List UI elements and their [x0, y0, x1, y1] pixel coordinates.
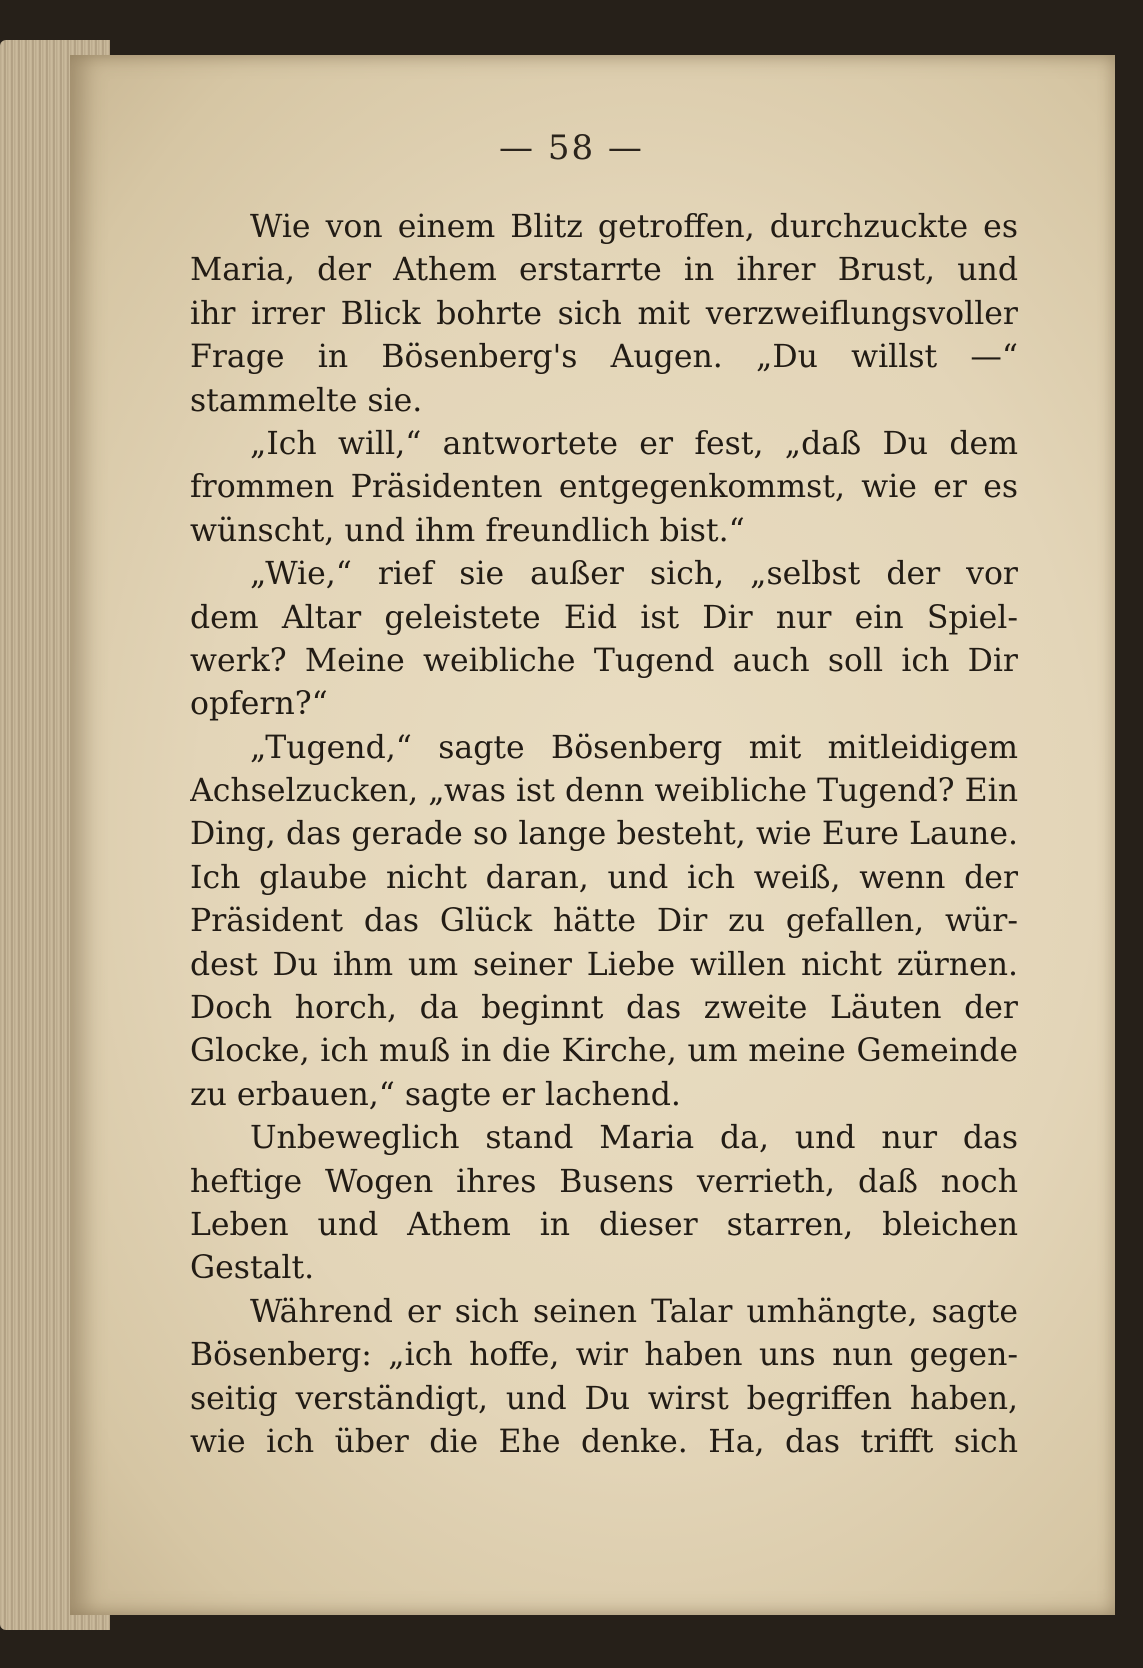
- text-line: Ich glaube nicht daran, und ich weiß, wenn der: [190, 859, 1018, 896]
- text-line: Gestalt.: [190, 1250, 315, 1287]
- text-line: wünscht, und ihm freundlich bist.“: [190, 512, 745, 549]
- text-line: „Ich will,“ antwortete er fest, „daß Du dem: [250, 425, 1018, 462]
- text-line: Achselzucken, „was ist denn weibliche Tugend? Ein: [190, 773, 1018, 810]
- text-line: ihr irrer Blick bohrte sich mit verzweiflungsvoller: [190, 295, 1018, 332]
- text-line: Wie von einem Blitz getroffen, durchzuckte es: [250, 209, 1018, 245]
- text-line: dem Altar geleistete Eid ist Dir nur ein Spiel-: [190, 599, 1018, 636]
- text-line: dest Du ihm um seiner Liebe willen nicht zürnen.: [190, 946, 1018, 983]
- text-line: Präsident das Glück hätte Dir zu gefallen, wür-: [190, 903, 1018, 940]
- text-line: Doch horch, da beginnt das zweite Läuten der: [190, 990, 1018, 1027]
- text-line: stammelte sie.: [190, 382, 423, 419]
- text-line: seitig verständigt, und Du wirst begriffen haben,: [190, 1380, 1018, 1417]
- text-line: Ding, das gerade so lange besteht, wie Eure Laune.: [190, 816, 1018, 853]
- text-line: Leben und Athem in dieser starren, bleichen: [190, 1206, 1018, 1243]
- text-line: zu erbauen,“ sagte er lachend.: [190, 1076, 681, 1113]
- text-line: „Tugend,“ sagte Bösenberg mit mitleidigem: [250, 729, 1018, 766]
- text-line: Frage in Bösenberg's Augen. „Du willst —“: [190, 339, 1018, 376]
- page-number: — 58 —: [499, 128, 644, 168]
- text-line: Maria, der Athem erstarrte in ihrer Brust, und: [190, 252, 1018, 289]
- text-line: heftige Wogen ihres Busens verrieth, daß noch: [190, 1163, 1018, 1200]
- text-line: opfern?“: [190, 686, 328, 723]
- text-line: Glocke, ich muß in die Kirche, um meine Gemeinde: [190, 1033, 1018, 1070]
- text-line: Bösenberg: „ich hoffe, wir haben uns nun gegen-: [190, 1337, 1018, 1374]
- text-line: wie ich über die Ehe denke. Ha, das trifft sich: [190, 1423, 1018, 1460]
- text-line: Während er sich seinen Talar umhängte, sagte: [250, 1293, 1018, 1330]
- text-line: werk? Meine weibliche Tugend auch soll ich Dir: [190, 642, 1018, 679]
- text-line: „Wie,“ rief sie außer sich, „selbst der vor: [250, 556, 1018, 593]
- body-text: [190, 206, 1018, 1464]
- text-line: frommen Präsidenten entgegenkommst, wie er es: [190, 469, 1018, 506]
- text-line: Unbeweglich stand Maria da, und nur das: [250, 1120, 1018, 1157]
